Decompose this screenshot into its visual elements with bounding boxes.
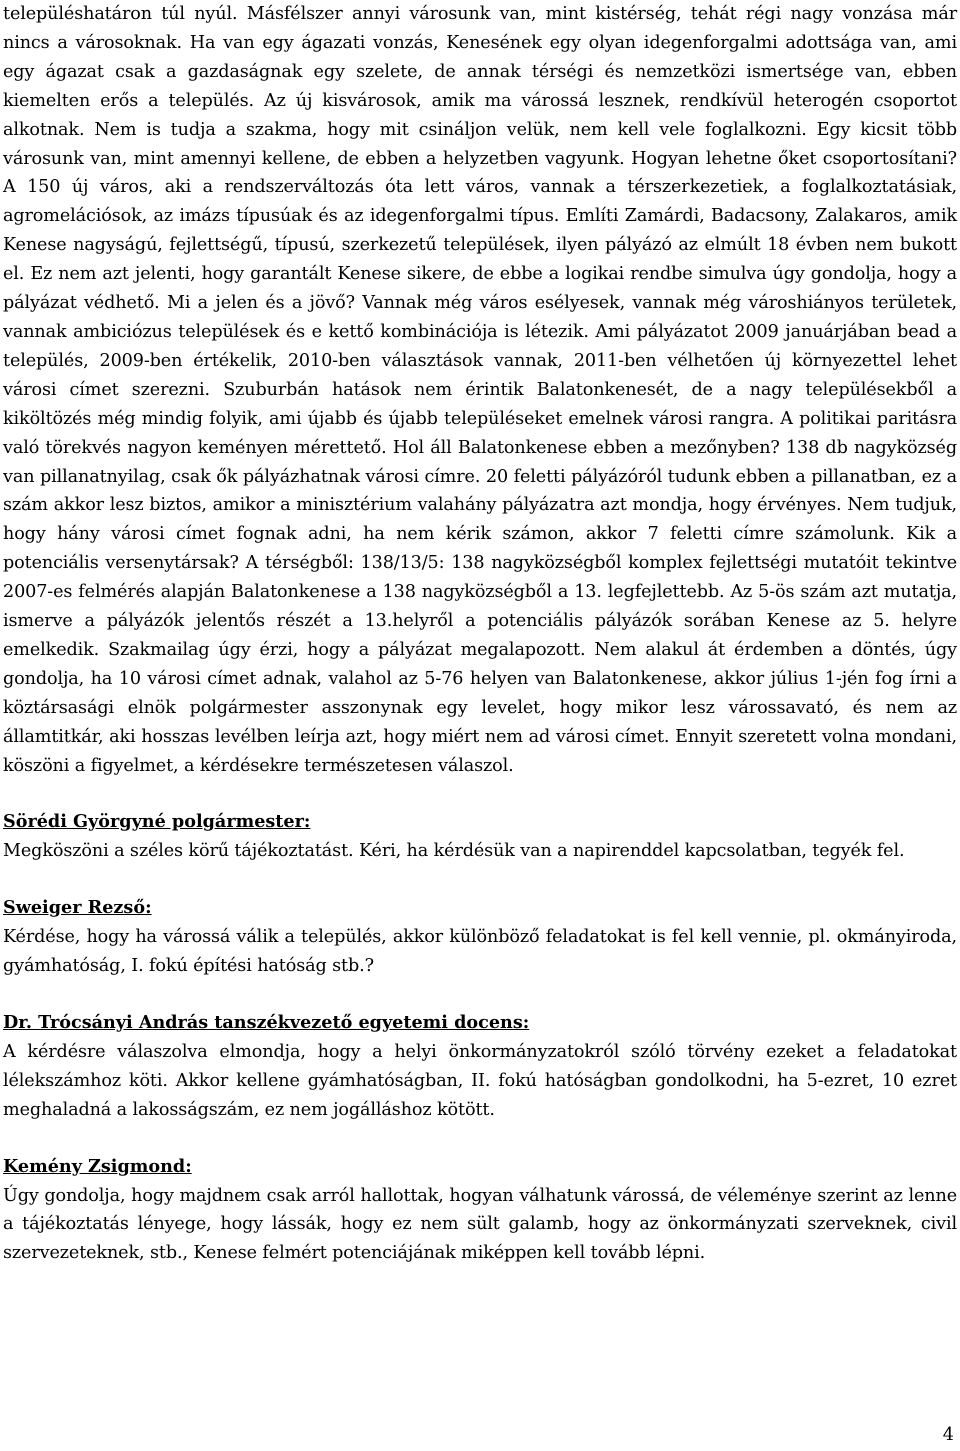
speaker-statement: A kérdésre válaszolva elmondja, hogy a helyi önkormányzatokról szóló törvény ezeket a feladatokat lélekszámhoz köti. Akkor kellene gyámhatóságban, II. fokú hatóságban gondolkodni, ha 5-ezret, 10 ezret meghaladná a lakosságszám, ez nem jogálláshoz kötött. — [3, 1041, 957, 1120]
speaker-name: Sörédi Györgyné polgármester: — [3, 811, 311, 833]
page-number: 4 — [942, 1425, 954, 1445]
speaker-statement: Megköszöni a széles körű tájékoztatást. Kéri, ha kérdésük van a napirenddel kapcsolatban, tegyék fel. — [3, 841, 905, 862]
speaker-name: Dr. Trócsányi András tanszékvezető egyetemi docens: — [3, 1012, 530, 1033]
speaker-section-sweiger — [3, 894, 957, 981]
speaker-section-trocsanyi — [3, 1009, 957, 1125]
speaker-name: Kemény Zsigmond: — [3, 1155, 192, 1177]
speaker-section-kemeny — [3, 1153, 957, 1269]
opening-paragraph: településhatáron túl nyúl. Másfélszer annyi városunk van, mint kistérség, tehát régi nagy vonzása már nincs a városoknak. Ha van egy ágazati vonzás, Kenesének egy olyan idegenforgalmi adottsága van, ami egy ágazat csak a gazdaságnak egy szelete, de annak térségi és nemzetközi ismertsége van, ebben kiemelten erős a település. Az új kisvárosok, amik ma várossá lesznek, rendkívül heterogén csoportot alkotnak. Nem is tudja a szakma, hogy mit csináljon velük, nem kell vele foglalkozni. Egy kicsit több városunk van, mint amennyi kellene, de ebben a helyzetben vagyunk. Hogyan lehetne őket csoportosítani? A 150 új város, aki a rendszerváltozás óta lett város, vannak a térszerkezetiek, a foglalkoztatásiak, agromelációsok, az imázs típusúak és az idegenforgalmi típus. Említi Zamárdi, Badacsony, Zalakaros, amik Kenese nagyságú, fejlettségű, típusú, szerkezetű települések, ilyen pályázó az elmúlt 18 évben nem bukott el. Ez nem azt jelenti, hogy garantált Kenese sikere, de ebbe a logikai rendbe simulva úgy gondolja, hogy a pályázat védhető. Mi a jelen és a jövő? Vannak még város esélyesek, vannak még városhiányos területek, vannak ambiciózus települések és e kettő kombinációja is létezik. Ami pályázatot 2009 januárjában bead a település, 2009-ben értékelik, 2010-ben választások vannak, 2011-ben vélhetően új környezettel lehet városi címet szerezni. Szuburbán hatások nem érintik Balatonkenesét, de a nagy településekből a kiköltözés még mindig folyik, ami újabb és újabb településeket emelnek városi rangra. A politikai paritásra való törekvés nagyon keményen mérettető. Hol áll Balatonkenese ebben a mezőnyben? 138 db nagyközség van pillanatnyilag, csak ők pályázhatnak városi címre. 20 feletti pályázóról tudunk ebben a pillanatban, ez a szám akkor lesz biztos, amikor a minisztérium valahány pályázatra azt mondja, hogy érvényes. Nem tudjuk, hogy hány városi címet fognak adni, ha nem kérik számon, akkor 7 feletti címre számolunk. Kik a potenciális versenytársak? A térségből: 138/13/5: 138 nagyközségből komplex fejlettségi mutatóit tekintve 2007-es felmérés alapján Balatonkenese a 138 nagyközségből a 13. legfejlettebb. Az 5-ös szám azt mutatja, ismerve a pályázók jelentős részét a 13.helyről a potenciális pályázók sorában Kenese az 5. helyre emelkedik. Szakmailag úgy érzi, hogy a pályázat megalapozott. Nem alakul át érdemben a döntés, úgy gondolja, ha 10 városi címet adnak, valahol az 5-76 helyen van Balatonkenese, akkor július 1-jén fog írni a köztársasági elnök polgármester asszonynak egy levelet, hogy mikor lesz várossavató, és nem az államtitkár, aki hosszas levélben leírja azt, hogy miért nem ad városi címet. Ennyit szeretett volna mondani, köszöni a figyelmet, a kérdésekre természetesen válaszol. — [3, 4, 957, 776]
speaker-name: Sweiger Rezső: — [3, 897, 152, 919]
speaker-statement: Úgy gondolja, hogy majdnem csak arról hallottak, hogyan válhatunk várossá, de véleménye szerint az lenne a tájékoztatás lényege, hogy lássák, hogy ez nem sült galamb, hogy az önkormányzati szerveknek, civil szervezeteknek, stb., Kenese felmért potenciájának miképpen kell tovább lépni. — [3, 1185, 957, 1264]
speaker-section-soredi — [3, 808, 957, 866]
document-page — [3, 0, 957, 1268]
speaker-statement: Kérdése, hogy ha várossá válik a település, akkor különböző feladatokat is fel kell vennie, pl. okmányiroda, gyámhatóság, I. fokú építési hatóság stb.? — [3, 927, 957, 977]
